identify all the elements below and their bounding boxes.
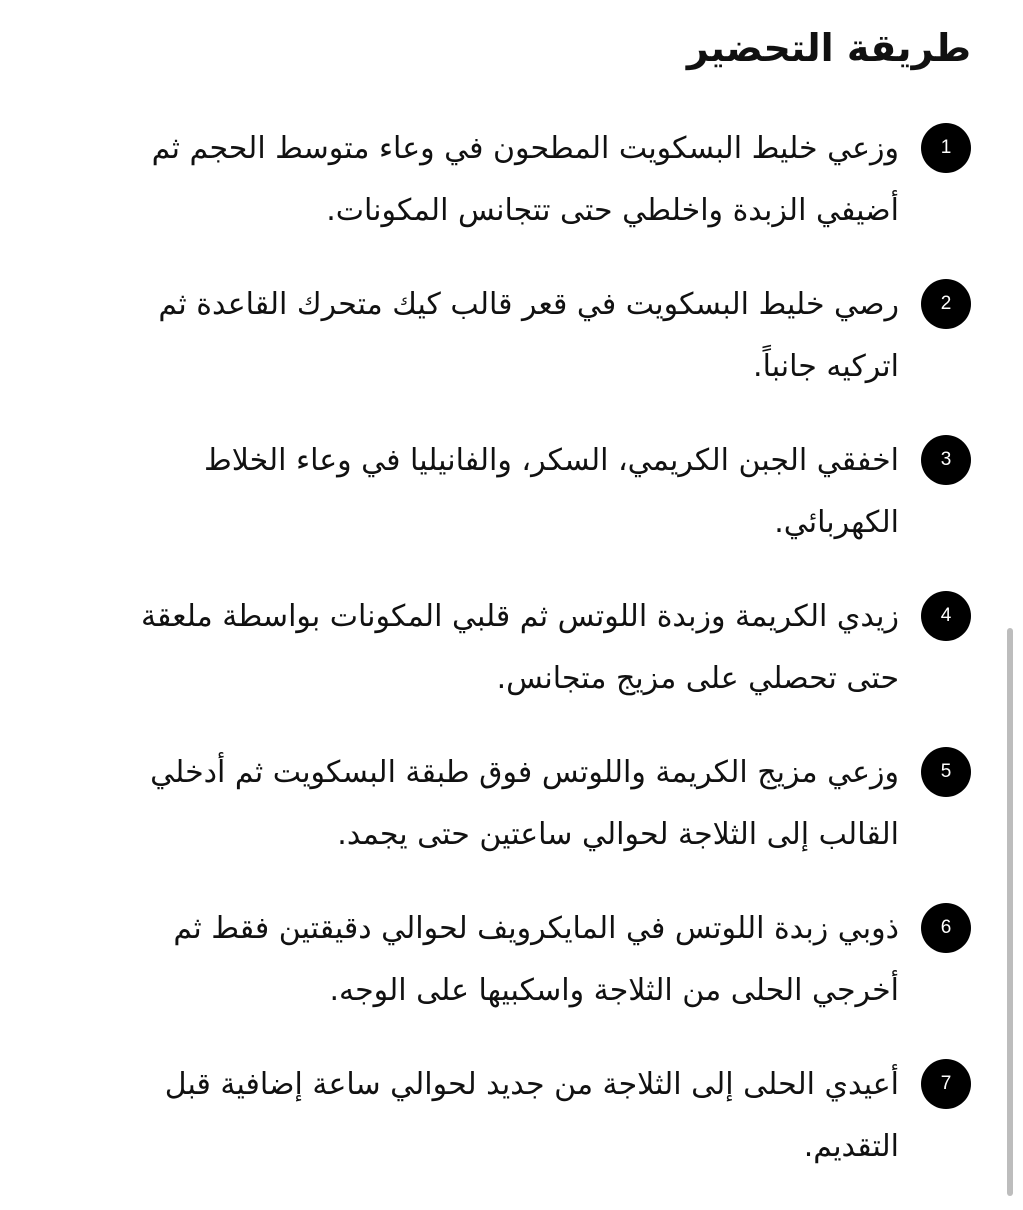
step-number-badge: 5 (921, 747, 971, 797)
step-text: زيدي الكريمة وزبدة اللوتس ثم قلبي المكونات بواسطة ملعقة حتى تحصلي على مزيج متجانس. (140, 599, 899, 696)
step-item (111, 274, 971, 430)
step-item (111, 586, 971, 742)
section-title: طريقة التحضير (686, 26, 971, 70)
steps-list (111, 118, 971, 1210)
step-text: وزعي خليط البسكويت المطحون في وعاء متوسط الحجم ثم أضيفي الزبدة واخلطي حتى تتجانس المكونات. (151, 131, 899, 228)
step-item (111, 430, 971, 586)
step-text: وزعي مزيج الكريمة واللوتس فوق طبقة البسكويت ثم أدخلي القالب إلى الثلاجة لحوالي ساعتين حتى يجمد. (150, 755, 899, 852)
step-number-badge: 2 (921, 279, 971, 329)
step-number-badge: 1 (921, 123, 971, 173)
step-number-badge: 7 (921, 1059, 971, 1109)
step-text: ذوبي زبدة اللوتس في المايكرويف لحوالي دقيقتين فقط ثم أخرجي الحلى من الثلاجة واسكبيها على الوجه. (173, 911, 899, 1008)
step-number-badge: 3 (921, 435, 971, 485)
step-item (111, 118, 971, 274)
step-item (111, 1054, 971, 1210)
step-item (111, 742, 971, 898)
step-item (111, 898, 971, 1054)
step-text: اخفقي الجبن الكريمي، السكر، والفانيليا في وعاء الخلاط الكهربائي. (203, 443, 899, 540)
scrollbar[interactable] (1007, 628, 1013, 1196)
step-number-badge: 6 (921, 903, 971, 953)
step-number-badge: 4 (921, 591, 971, 641)
step-text: أعيدي الحلى إلى الثلاجة من جديد لحوالي ساعة إضافية قبل التقديم. (164, 1067, 899, 1164)
step-text: رصي خليط البسكويت في قعر قالب كيك متحرك القاعدة ثم اتركيه جانباً. (158, 287, 899, 384)
